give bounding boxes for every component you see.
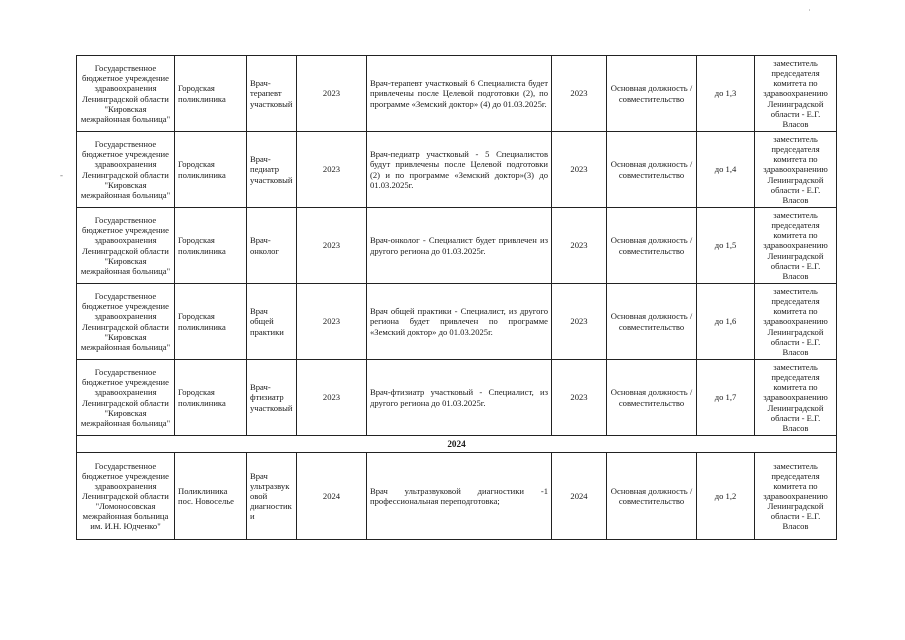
year-cell: 2023 [297, 208, 367, 284]
organization-cell: Государственное бюджетное учреждение здравоохранения Ленинградской области "Кировская межрайонная больница" [77, 132, 175, 208]
description-cell: Врач общей практики - Специалист, из другого региона будет привлечен по программе «Земский доктор» до 01.03.2025г. [367, 284, 552, 360]
rate-cell: до 1,5 [697, 208, 755, 284]
position-cell: Врач-фтизиатр участковый [247, 360, 297, 436]
year-planned-cell: 2023 [552, 360, 607, 436]
position-cell: Врач-терапевт участковый [247, 56, 297, 132]
rate-cell: до 1,4 [697, 132, 755, 208]
scan-mark: ˙ [808, 8, 811, 18]
organization-cell: Государственное бюджетное учреждение здравоохранения Ленинградской области "Кировская межрайонная больница" [77, 360, 175, 436]
year-planned-cell: 2023 [552, 56, 607, 132]
employment-type-cell: Основная должность / совместительство [607, 208, 697, 284]
description-cell: Врач ультразвуковой диагностики -1 профессиональная переподготовка; [367, 453, 552, 540]
organization-cell: Государственное бюджетное учреждение здравоохранения Ленинградской области "Кировская межрайонная больница" [77, 284, 175, 360]
table-row [77, 56, 837, 132]
rate-cell: до 1,6 [697, 284, 755, 360]
year-planned-cell: 2024 [552, 453, 607, 540]
rate-cell: до 1,3 [697, 56, 755, 132]
description-cell: Врач-терапевт участковый 6 Специалиста будет привлечены после Целевой подготовки (2), по программе «Земский доктор» (4) до 01.03.2025г. [367, 56, 552, 132]
organization-cell: Государственное бюджетное учреждение здравоохранения Ленинградской области "Ломоносовская межрайонная больница им. И.Н. Юдченко" [77, 453, 175, 540]
year-cell: 2024 [297, 453, 367, 540]
responsible-cell: заместитель председателя комитета по здравоохранению Ленинградской области - Е.Г. Власов [755, 132, 837, 208]
position-cell: Врач общей практики [247, 284, 297, 360]
organization-cell: Государственное бюджетное учреждение здравоохранения Ленинградской области "Кировская межрайонная больница" [77, 56, 175, 132]
responsible-cell: заместитель председателя комитета по здравоохранению Ленинградской области - Е.Г. Власов [755, 208, 837, 284]
responsible-cell: заместитель председателя комитета по здравоохранению Ленинградской области - Е.Г. Власов [755, 56, 837, 132]
scan-mark: - [60, 170, 63, 180]
year-separator [77, 436, 837, 453]
position-cell: Врач ультразвуковой диагностики [247, 453, 297, 540]
employment-type-cell: Основная должность / совместительство [607, 453, 697, 540]
document-sheet [76, 55, 837, 540]
employment-type-cell: Основная должность / совместительство [607, 360, 697, 436]
table-row [77, 132, 837, 208]
year-cell: 2023 [297, 360, 367, 436]
year-planned-cell: 2023 [552, 284, 607, 360]
employment-type-cell: Основная должность / совместительство [607, 284, 697, 360]
year-planned-cell: 2023 [552, 208, 607, 284]
rate-cell: до 1,2 [697, 453, 755, 540]
description-cell: Врач-педиатр участковый - 5 Специалистов будут привлечены после Целевой подготовки (2) и по программе «Земский доктор»(3) до 01.03.2025г. [367, 132, 552, 208]
responsible-cell: заместитель председателя комитета по здравоохранению Ленинградской области - Е.Г. Власов [755, 453, 837, 540]
facility-cell: Городская поликлиника [175, 284, 247, 360]
facility-cell: Поликлиника пос. Новоселье [175, 453, 247, 540]
facility-cell: Городская поликлиника [175, 360, 247, 436]
facility-cell: Городская поликлиника [175, 208, 247, 284]
description-cell: Врач-фтизиатр участковый - Специалист, из другого региона до 01.03.2025г. [367, 360, 552, 436]
table-row [77, 453, 837, 540]
position-cell: Врач-онколог [247, 208, 297, 284]
table-row [77, 208, 837, 284]
table-row [77, 284, 837, 360]
position-cell: Врач-педиатр участковый [247, 132, 297, 208]
responsible-cell: заместитель председателя комитета по здравоохранению Ленинградской области - Е.Г. Власов [755, 360, 837, 436]
employment-type-cell: Основная должность / совместительство [607, 132, 697, 208]
year-cell: 2023 [297, 132, 367, 208]
facility-cell: Городская поликлиника [175, 56, 247, 132]
rate-cell: до 1,7 [697, 360, 755, 436]
year-planned-cell: 2023 [552, 132, 607, 208]
year-cell: 2023 [297, 56, 367, 132]
rows-2024 [77, 453, 837, 540]
organization-cell: Государственное бюджетное учреждение здравоохранения Ленинградской области "Кировская межрайонная больница" [77, 208, 175, 284]
staffing-plan-table [76, 55, 837, 540]
description-cell: Врач-онколог - Специалист будет привлечен из другого региона до 01.03.2025г. [367, 208, 552, 284]
rows-2023 [77, 56, 837, 436]
responsible-cell: заместитель председателя комитета по здравоохранению Ленинградской области - Е.Г. Власов [755, 284, 837, 360]
table-row [77, 360, 837, 436]
year-header-2024: 2024 [77, 436, 837, 453]
facility-cell: Городская поликлиника [175, 132, 247, 208]
employment-type-cell: Основная должность / совместительство [607, 56, 697, 132]
year-cell: 2023 [297, 284, 367, 360]
